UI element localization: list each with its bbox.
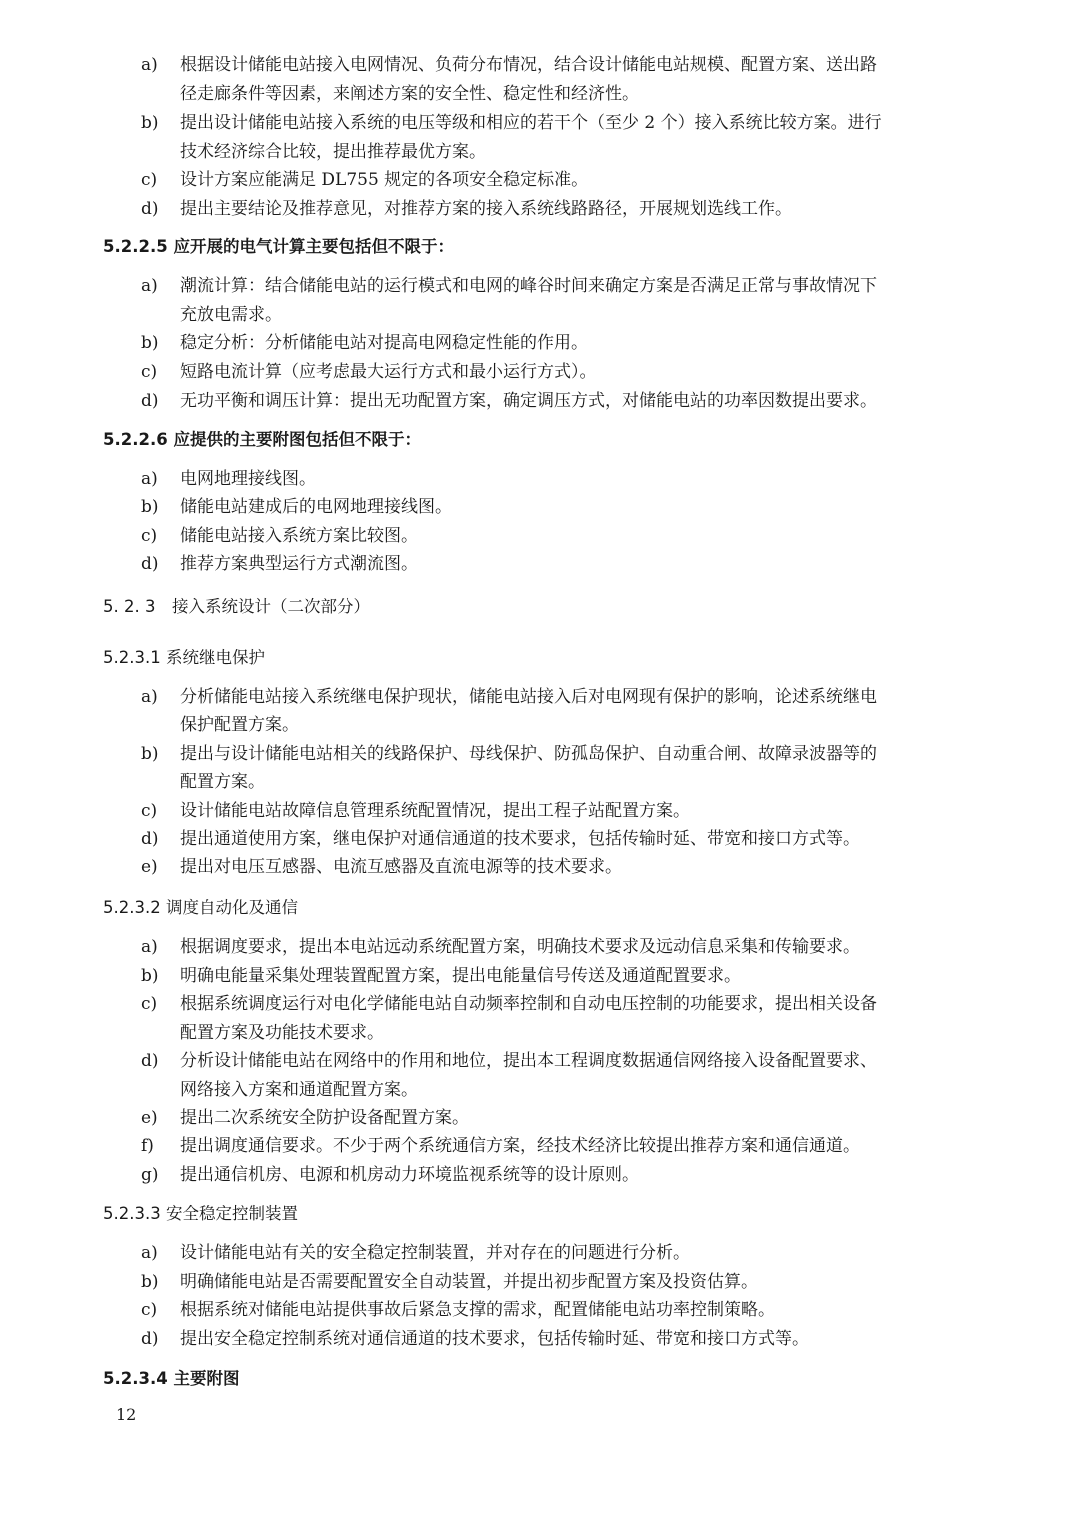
list-item-text: 电网地理接线图。 [180,469,316,489]
list-item-marker: b) [141,744,159,764]
list-item-marker: c) [141,994,158,1014]
section-heading: 5.2.3.4 主要附图 [103,1369,240,1388]
list-item-marker: d) [141,199,159,219]
list-item-text: 提出二次系统安全防护设备配置方案。 [180,1108,469,1128]
page-number: 12 [116,1405,137,1424]
list-item-text: 设计方案应能满足 DL755 规定的各项安全稳定标准。 [180,170,589,190]
list-item-text: 提出设计储能电站接入系统的电压等级和相应的若干个（至少 2 个）接入系统比较方案。进行 [180,113,882,133]
list-item-continuation: 技术经济综合比较，提出推荐最优方案。 [180,142,486,162]
list-item-marker: d) [141,391,159,411]
list-item-text: 设计储能电站有关的安全稳定控制装置，并对存在的问题进行分析。 [180,1243,690,1263]
list-item-text: 根据系统对储能电站提供事故后紧急支撑的需求，配置储能电站功率控制策略。 [180,1300,775,1320]
list-item-text: 分析设计储能电站在网络中的作用和地位，提出本工程调度数据通信网络接入设备配置要求、 [180,1051,877,1071]
list-item-text: 提出与设计储能电站相关的线路保护、母线保护、防孤岛保护、自动重合闸、故障录波器等的 [180,744,877,764]
list-item-marker: b) [141,1272,159,1292]
list-item-text: 提出安全稳定控制系统对通信通道的技术要求，包括传输时延、带宽和接口方式等。 [180,1329,809,1349]
list-item-marker: d) [141,554,159,574]
list-item-text: 潮流计算：结合储能电站的运行模式和电网的峰谷时间来确定方案是否满足正常与事故情况下 [180,276,877,296]
list-item-marker: c) [141,801,158,821]
list-item-continuation: 配置方案。 [180,772,265,792]
section-heading: 5. 2. 3 接入系统设计（二次部分） [103,597,370,616]
list-item-text: 提出调度通信要求。不少于两个系统通信方案，经技术经济比较提出推荐方案和通信通道。 [180,1136,860,1156]
list-item-marker: b) [141,113,159,133]
section-heading: 5.2.3.2 调度自动化及通信 [103,898,298,917]
list-item-text: 根据调度要求，提出本电站远动系统配置方案，明确技术要求及远动信息采集和传输要求。 [180,937,860,957]
list-item-marker: b) [141,497,159,517]
list-item-marker: a) [141,276,158,296]
list-item-marker: d) [141,1051,159,1071]
list-item-marker: e) [141,857,158,877]
list-item-marker: c) [141,526,158,546]
list-item-marker: c) [141,362,158,382]
list-item-text: 短路电流计算（应考虑最大运行方式和最小运行方式）。 [180,362,597,382]
list-item-continuation: 保护配置方案。 [180,715,299,735]
list-item-marker: e) [141,1108,158,1128]
list-item-text: 根据设计储能电站接入电网情况、负荷分布情况，结合设计储能电站规模、配置方案、送出路 [180,55,877,75]
list-item-text: 提出主要结论及推荐意见，对推荐方案的接入系统线路路径，开展规划选线工作。 [180,199,792,219]
list-item-marker: a) [141,55,158,75]
list-item-text: 提出通道使用方案，继电保护对通信通道的技术要求，包括传输时延、带宽和接口方式等。 [180,829,860,849]
section-heading: 5.2.3.1 系统继电保护 [103,648,265,667]
list-item-text: 根据系统调度运行对电化学储能电站自动频率控制和自动电压控制的功能要求，提出相关设备 [180,994,877,1014]
list-item-continuation: 网络接入方案和通道配置方案。 [180,1080,418,1100]
list-item-text: 分析储能电站接入系统继电保护现状，储能电站接入后对电网现有保护的影响，论述系统继电 [180,687,877,707]
list-item-marker: c) [141,170,158,190]
list-item-text: 设计储能电站故障信息管理系统配置情况，提出工程子站配置方案。 [180,801,690,821]
list-item-marker: a) [141,937,158,957]
section-heading: 5.2.2.5 应开展的电气计算主要包括但不限于： [103,237,454,256]
list-item-marker: b) [141,333,159,353]
list-item-text: 储能电站建成后的电网地理接线图。 [180,497,452,517]
list-item-marker: g) [141,1165,159,1185]
list-item-marker: c) [141,1300,158,1320]
list-item-marker: a) [141,1243,158,1263]
list-item-text: 提出通信机房、电源和机房动力环境监视系统等的设计原则。 [180,1165,639,1185]
list-item-marker: a) [141,687,158,707]
list-item-text: 储能电站接入系统方案比较图。 [180,526,418,546]
list-item-marker: d) [141,1329,159,1349]
list-item-continuation: 充放电需求。 [180,305,282,325]
list-item-text: 稳定分析：分析储能电站对提高电网稳定性能的作用。 [180,333,588,353]
section-heading: 5.2.3.3 安全稳定控制装置 [103,1204,298,1223]
list-item-text: 推荐方案典型运行方式潮流图。 [180,554,418,574]
list-item-text: 明确电能量采集处理装置配置方案，提出电能量信号传送及通道配置要求。 [180,966,741,986]
list-item-text: 无功平衡和调压计算：提出无功配置方案，确定调压方式，对储能电站的功率因数提出要求。 [180,391,877,411]
list-item-marker: a) [141,469,158,489]
list-item-text: 提出对电压互感器、电流互感器及直流电源等的技术要求。 [180,857,622,877]
list-item-continuation: 配置方案及功能技术要求。 [180,1023,384,1043]
list-item-marker: b) [141,966,159,986]
list-item-text: 明确储能电站是否需要配置安全自动装置，并提出初步配置方案及投资估算。 [180,1272,758,1292]
list-item-marker: f) [141,1136,154,1156]
list-item-marker: d) [141,829,159,849]
list-item-continuation: 径走廊条件等因素，来阐述方案的安全性、稳定性和经济性。 [180,84,639,104]
section-heading: 5.2.2.6 应提供的主要附图包括但不限于： [103,430,421,449]
